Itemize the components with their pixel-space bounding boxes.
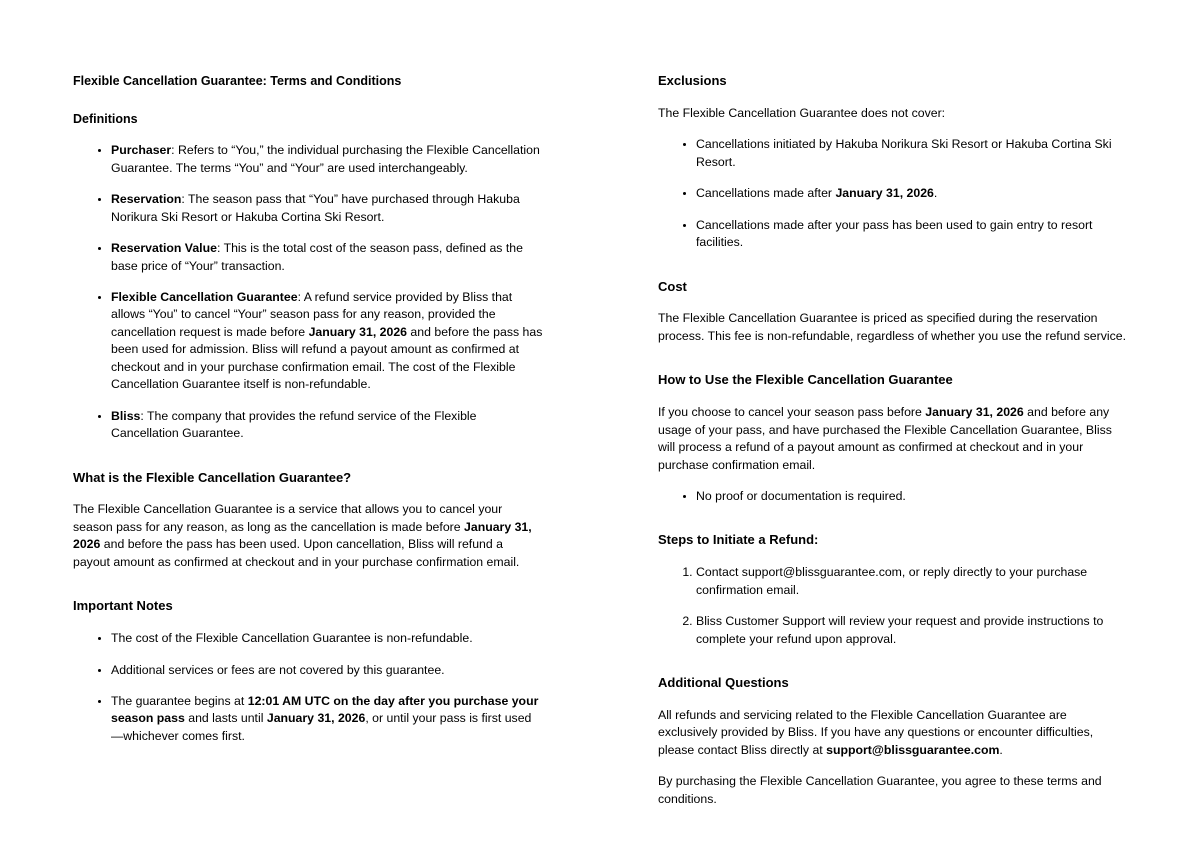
section-heading-what-is: What is the Flexible Cancellation Guarantee? [73,469,352,485]
closing-paragraph: By purchasing the Flexible Cancellation Guarantee, you agree to these terms and conditions. [658,774,1102,806]
list-item: • Additional services or fees are not covered by this guarantee. [111,662,543,679]
note-text-after: , or until your pass is first used—whichever comes first. [111,711,532,743]
definition-text-before: : A refund service provided by Bliss that allows “You” to cancel “Your” season pass for any reason, provided the cancellation request is made before [111,289,513,339]
list-item: 1. Contact support@blissguarantee.com, or reply directly to your purchase confirmation email. [696,564,1128,599]
definition-text-after: and before the pass has been used for admission. Bliss will refund a payout amount as confirmed at checkout and in your purchase confirmation email. The cost of the Flexible Cancellation Guarantee itself is non-refundable. [111,324,543,392]
support-email: support@blissguarantee.com [826,742,1000,757]
what-is-text-before: The Flexible Cancellation Guarantee is a service that allows you to cancel your season pass for any reason, as long as the cancellation is made before [73,502,503,534]
definitions-list [73,142,543,442]
list-item [111,289,543,394]
how-to-text-before: If you choose to cancel your season pass before [658,405,926,420]
definition-date: January 31, 2026 [308,324,408,339]
what-is-paragraph [73,501,543,571]
cost-paragraph: The Flexible Cancellation Guarantee is priced as specified during the reservation process. This fee is non-refundable, regardless of whether you use the refund service. [658,311,1126,343]
note-text-before: The guarantee begins at [111,694,248,708]
list-item: • Cancellations initiated by Hakuba Norikura Ski Resort or Hakuba Cortina Ski Resort. [696,136,1128,171]
additional-text-before: All refunds and servicing related to the Flexible Cancellation Guarantee are exclusively provided by Bliss. If you have any questions or encounter difficulties, please contact Bliss directly at [658,707,1094,757]
right-column [658,72,1128,822]
what-is-date: January 31, 2026 [73,519,532,552]
list-item: • The cost of the Flexible Cancellation Guarantee is non-refundable. [111,630,543,647]
list-item [111,142,543,177]
note-text-mid: and lasts until [184,711,267,726]
section-heading-how-to-use: How to Use the Flexible Cancellation Guarantee [658,372,953,388]
list-item [111,191,543,226]
exclusion-text-after: . [933,186,938,201]
section-heading-additional-questions: Additional Questions [658,675,789,691]
how-to-list [658,488,1128,505]
definition-text: : This is the total cost of the season pass, defined as the base price of “Your” transaction. [111,241,523,273]
left-column [73,72,543,759]
exclusions-list [658,136,1128,251]
how-to-paragraph [658,404,1128,474]
exclusion-date: January 31, 2026 [835,186,934,201]
note-bold-end-date: January 31, 2026 [266,711,366,726]
what-is-text-after: and before the pass has been used. Upon cancellation, Bliss will refund a payout amount as confirmed at checkout and in your purchase confirmation email. [73,537,520,569]
definition-text: : Refers to “You,” the individual purchasing the Flexible Cancellation Guarantee. The terms “You” and “Your” are used interchangeably. [111,143,540,175]
definition-text: : The season pass that “You” have purchased through Hakuba Norikura Ski Resort or Hakuba Cortina Ski Resort. [111,192,520,224]
exclusion-text-before: Cancellations made after [696,186,836,201]
definition-term: Purchaser [111,143,172,158]
section-heading-exclusions: Exclusions [658,73,727,88]
additional-paragraph [658,707,1128,759]
list-item [111,693,543,745]
important-notes-list [73,630,543,745]
list-item: • No proof or documentation is required. [696,488,1128,505]
note-bold-start-time: 12:01 AM UTC on the day after you purchase your season pass [111,694,539,726]
list-item [111,408,543,443]
list-item: • Cancellations made after your pass has been used to gain entry to resort facilities. [696,217,1128,252]
steps-list [658,564,1128,648]
definition-term: Flexible Cancellation Guarantee [111,289,298,304]
section-heading-steps: Steps to Initiate a Refund: [658,532,819,548]
exclusions-intro: The Flexible Cancellation Guarantee does not cover: [658,105,946,120]
how-to-text-after: and before any usage of your pass, and have purchased the Flexible Cancellation Guarantee, Bliss will process a refund of a payout amount as confirmed at checkout and in your purchase confirmation email. [658,405,1112,472]
list-item [696,185,1128,202]
section-heading-definitions: Definitions [73,112,138,127]
section-heading-cost: Cost [658,278,687,294]
definition-term: Bliss [111,408,141,423]
additional-text-after: . [999,742,1003,757]
definition-term: Reservation [111,192,182,207]
list-item: 2. Bliss Customer Support will review your request and provide instructions to complete your refund upon approval. [696,613,1128,648]
list-item [111,240,543,275]
definition-term: Reservation Value [111,241,217,256]
how-to-date: January 31, 2026 [925,405,1024,420]
page-title: Flexible Cancellation Guarantee: Terms and Conditions [73,74,402,88]
section-heading-important-notes: Important Notes [73,598,173,614]
definition-text: : The company that provides the refund service of the Flexible Cancellation Guarantee. [111,408,477,441]
